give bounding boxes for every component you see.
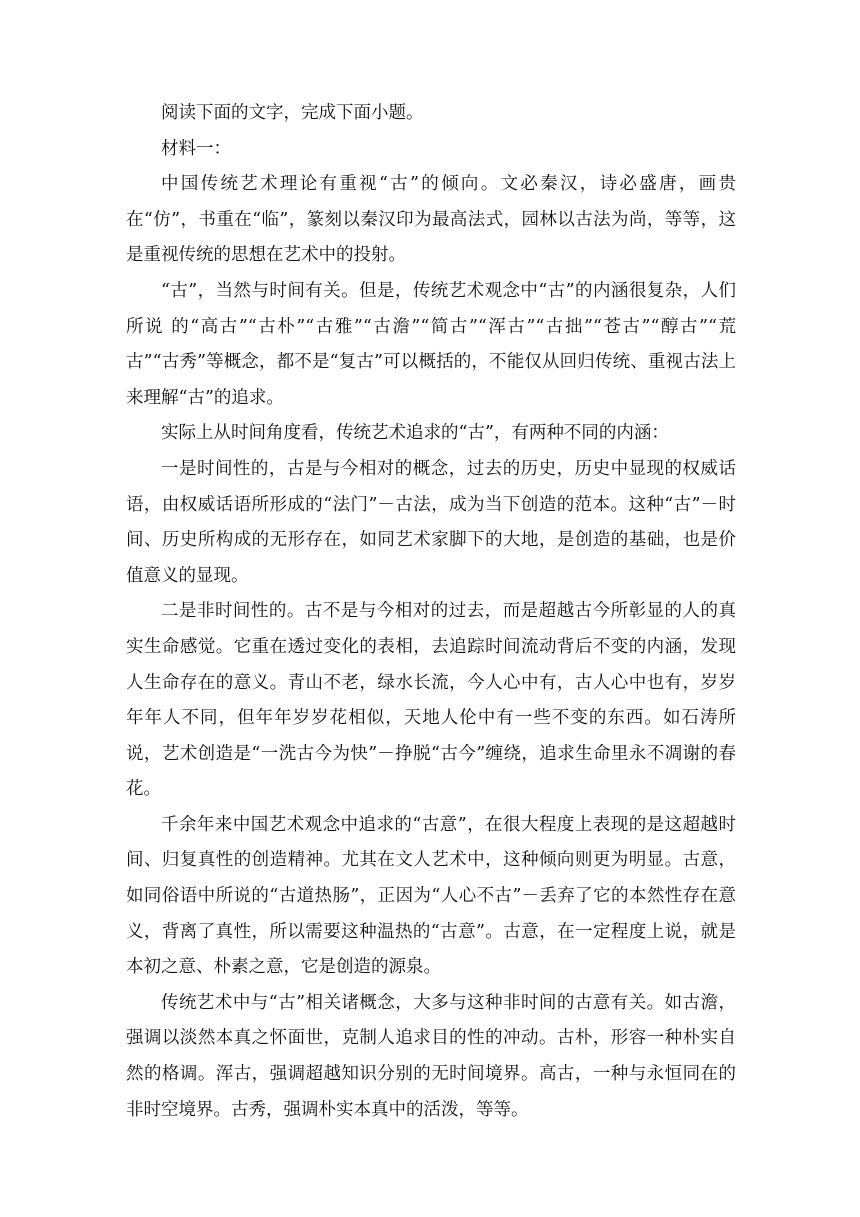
material-label: 材料一：: [161, 138, 231, 159]
intro-line: 阅读下面的文字，完成下面小题。: [161, 103, 424, 123]
document-body: [126, 96, 736, 1128]
paragraph: 二是非时间性的。古不是与今相对的过去，而是超越古今所彰显的人的真实生命感觉。它重在透过变化的表相，去追踪时间流动背后不变的内涵，发现人生命存在的意义。青山不老，绿水长流，今人心中有，古人心中也有，岁岁年年人不同，但年年岁岁花相似，天地人伦中有一些不变的东西。如石涛所说，艺术创造是“一洗古今为快”－挣脱“古今”缠绕，追求生命里永不凋谢的春花。: [126, 601, 736, 800]
paragraph: 中国传统艺术理论有重视“古”的倾向。文必秦汉，诗必盛唐，画贵在“仿”，书重在“临”，篆刻以秦汉印为最高法式，园林以古法为尚，等等，这是重视传统的思想在艺术中的投射。: [126, 174, 736, 266]
paragraph: 一是时间性的，古是与今相对的概念，过去的历史，历史中显现的权威话语，由权威话语所形成的“法门”－古法，成为当下创造的范本。这种“古”－时间、历史所构成的无形存在，如同艺术家脚下的大地，是创造的基础，也是价值意义的显现。: [126, 458, 736, 586]
paragraph: 实际上从时间角度看，传统艺术追求的“古”，有两种不同的内涵：: [161, 423, 669, 444]
paragraph: “古”，当然与时间有关。但是，传统艺术观念中“古”的内涵很复杂，人们所说 的“高古”“古朴”“古雅”“古澹”“简古”“浑古”“古拙”“苍古”“醇古”“荒古”“古秀”等概念，都不是“复古”可以概括的，不能仅从回归传统、重视古法上来理解“古”的追求。: [126, 280, 736, 408]
paragraph: 传统艺术中与“古”相关诸概念，大多与这种非时间的古意有关。如古澹，强调以淡然本真之怀面世，克制人追求目的性的冲动。古朴，形容一种朴实自然的格调。浑古，强调超越知识分别的无时间境界。高古，一种与永恒同在的非时空境界。古秀，强调朴实本真中的活泼，等等。: [126, 992, 736, 1120]
paragraph: 千余年来中国艺术观念中追求的“古意”，在很大程度上表现的是这超越时间、归复真性的创造精神。尤其在文人艺术中，这种倾向则更为明显。古意，如同俗语中所说的“古道热肠”，正因为“人心不古”－丢弃了它的本然性存在意义，背离了真性，所以需要这种温热的“古意”。古意，在一定程度上说，就是本初之意、朴素之意，它是创造的源泉。: [126, 814, 736, 978]
